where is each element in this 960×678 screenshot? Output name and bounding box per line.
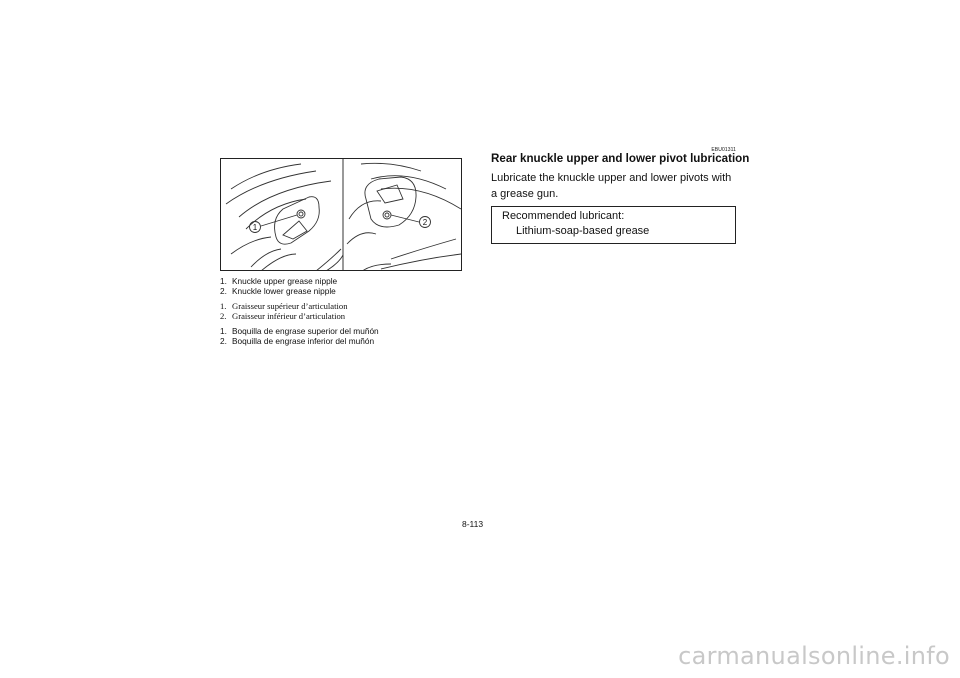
- lubricant-label: Recommended lubricant:: [502, 210, 625, 222]
- caption-en-2: 2. Knuckle lower grease nipple: [220, 286, 336, 296]
- page-number: 8-113: [462, 519, 484, 529]
- caption-fr-1: 1. Graisseur supérieur d’articulation: [220, 301, 348, 311]
- watermark: carmanualsonline.info: [678, 642, 950, 670]
- caption-es-2: 2. Boquilla de engrase inferior del muñón: [220, 336, 375, 346]
- captions-english: [220, 276, 470, 296]
- captions-french: [220, 301, 470, 321]
- caption-es-1: 1. Boquilla de engrase superior del muñón: [220, 326, 379, 336]
- captions-spanish: [220, 326, 470, 346]
- section-code: EBU01311: [711, 147, 736, 153]
- caption-en-1: 1. Knuckle upper grease nipple: [220, 276, 338, 286]
- section-body: Lubricate the knuckle upper and lower pivots with a grease gun.: [491, 172, 732, 200]
- grease-nipple-illustration: [220, 158, 462, 271]
- section-heading: Rear knuckle upper and lower pivot lubrication: [491, 152, 750, 165]
- figure-captions: [220, 276, 470, 351]
- callout-2: 2: [422, 218, 428, 227]
- lubricant-value: Lithium-soap-based grease: [516, 225, 650, 237]
- callout-1: 1: [252, 223, 258, 232]
- caption-fr-2: 2. Graisseur inférieur d’articulation: [220, 311, 346, 321]
- lubricant-box: [491, 206, 736, 244]
